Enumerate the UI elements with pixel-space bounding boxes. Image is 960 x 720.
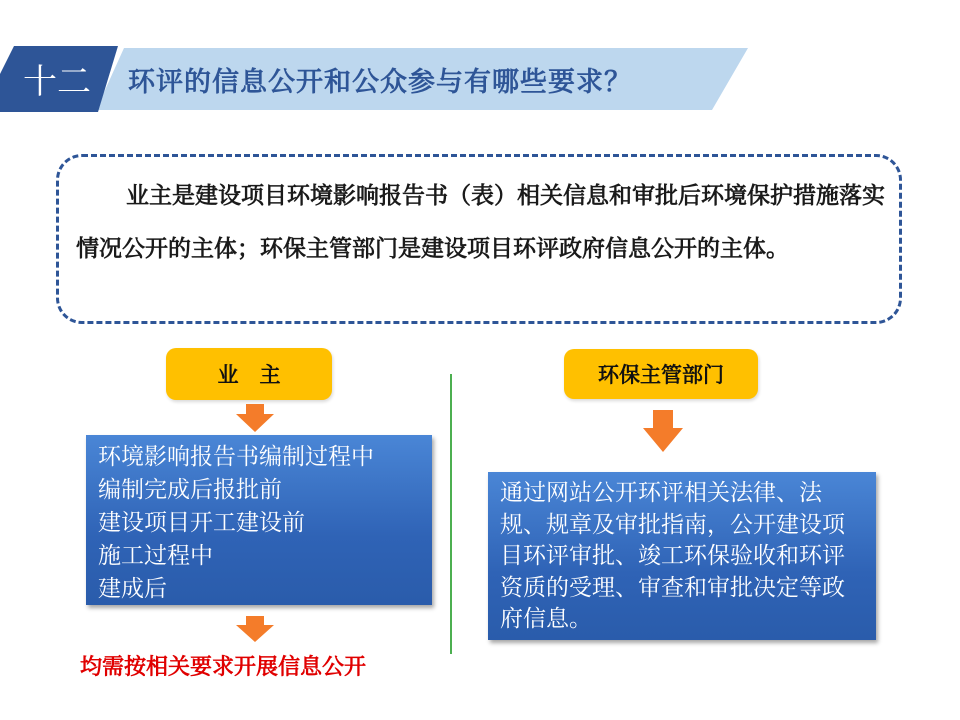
down-arrow-icon [236, 616, 274, 642]
intro-body: 是建设项目环境影响报告书（表）相关信息和审批后环境保护措施落实情况公开的主体；环保主管部门是建设项目环评政府信息公开的主体。 [76, 183, 885, 262]
list-item: 环境影响报告书编制过程中 [98, 444, 374, 470]
section-number: 十二 [23, 61, 91, 102]
list-item: 建成后 [98, 576, 167, 602]
intro-highlight: 业主 [126, 183, 172, 209]
list-item: 建设项目开工建设前 [98, 510, 305, 536]
owner-stages-box [86, 435, 432, 605]
owner-label: 业 主 [166, 348, 332, 400]
down-arrow-icon [643, 410, 683, 452]
intro-text [76, 170, 888, 276]
authority-box [488, 472, 876, 640]
list-item: 施工过程中 [98, 543, 213, 569]
list-item: 编制完成后报批前 [98, 477, 282, 503]
column-divider [450, 374, 452, 654]
down-arrow-icon [236, 404, 274, 432]
conclusion-text: 均需按相关要求开展信息公开 [80, 655, 367, 680]
authority-text: 通过网站公开环评相关法律、法规、规章及审批指南，公开建设项目环评审批、竣工环保验收和环评资质的受理、审查和审批决定等政府信息。 [500, 480, 845, 632]
authority-label: 环保主管部门 [564, 349, 758, 399]
page-title: 环评的信息公开和公众参与有哪些要求？ [128, 66, 632, 98]
